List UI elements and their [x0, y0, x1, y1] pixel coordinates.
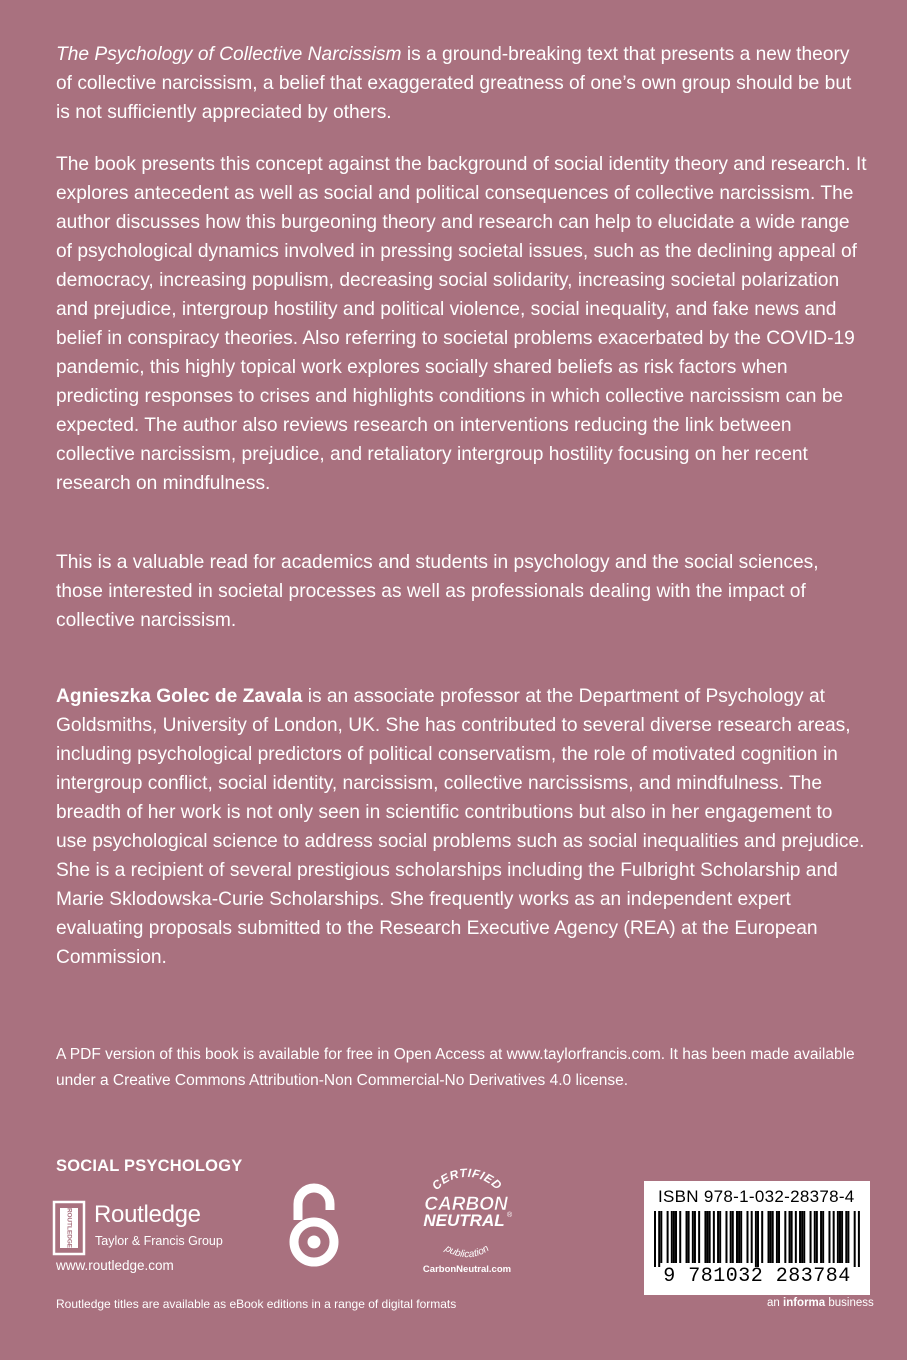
- barcode-bar: [686, 1211, 688, 1263]
- barcode-bar: [654, 1211, 656, 1267]
- author-name: Agnieszka Golec de Zavala: [56, 686, 303, 707]
- barcode-bar: [833, 1211, 835, 1263]
- barcode-bar: [746, 1211, 748, 1263]
- barcode-bar: [772, 1211, 774, 1263]
- barcode-bar: [801, 1211, 803, 1263]
- barcode-bar: [820, 1211, 822, 1263]
- carbon-badge-top: CERTIFIED: [429, 1165, 505, 1193]
- barcode-bar: [673, 1211, 675, 1263]
- barcode-bar: [679, 1211, 681, 1263]
- carbon-badge-mark: ®: [507, 1212, 513, 1219]
- barcode-bar: [854, 1211, 856, 1267]
- barcode-bar: [671, 1211, 673, 1263]
- routledge-logo-vertical-text: ROUTLEDGE: [65, 1207, 73, 1249]
- publisher-group: Taylor & Francis Group: [95, 1234, 223, 1248]
- barcode-bar: [694, 1211, 696, 1263]
- author-bio: [56, 682, 868, 972]
- barcode-bar: [768, 1211, 770, 1263]
- barcode-bar: [667, 1211, 669, 1263]
- barcode-bar: [717, 1211, 719, 1263]
- barcode-bar: [839, 1211, 841, 1263]
- barcode-bar: [658, 1211, 660, 1267]
- barcode-bar: [730, 1211, 732, 1263]
- carbon-badge-line2: NEUTRAL: [423, 1211, 505, 1230]
- barcode-bar: [778, 1211, 780, 1263]
- barcode-bar: [847, 1211, 849, 1263]
- barcode-bar: [789, 1211, 791, 1263]
- barcode-bar: [814, 1211, 816, 1263]
- barcode-bar: [776, 1211, 778, 1263]
- barcode-bar: [858, 1211, 860, 1267]
- series-label: SOCIAL PSYCHOLOGY: [56, 1157, 243, 1175]
- barcode-bar: [660, 1211, 662, 1263]
- barcode-bar: [799, 1211, 801, 1263]
- barcode-bar: [709, 1211, 711, 1263]
- barcode-bar: [761, 1211, 763, 1263]
- barcode-bar: [757, 1211, 759, 1267]
- carbon-badge-sub: publication: [442, 1243, 492, 1261]
- description-paragraph-1: [56, 40, 868, 127]
- barcode-bar: [770, 1211, 772, 1263]
- book-title: The Psychology of Collective Narcissism: [56, 44, 402, 65]
- barcode-bar: [828, 1211, 830, 1263]
- isbn-barcode-box: [644, 1181, 870, 1295]
- barcode-bar: [810, 1211, 812, 1263]
- ebook-footer-note: Routledge titles are available as eBook editions in a range of digital formats: [56, 1297, 457, 1311]
- description-paragraph-2: The book presents this concept against the background of social identity theory and research. It explores antecedent as well as social and political consequences of collective narcissism. The author discusses how this burgeoning theory and research can help to elucidate a wide range of psychological dynamics involved in pressing societal issues, such as the declining appeal of democracy, increasing populism, decreasing social solidarity, increasing societal polarization and prejudice, intergroup hostility and political violence, social inequality, and fake news and belief in conspiracy theories. Also referring to societal problems exacerbated by the COVID-19 pandemic, this highly topical work explores socially shared beliefs as risk factors when predicting responses to crises and highlights conditions in which collective narcissism can be expected. The author also reviews research on interventions reducing the link between collective narcissism, prejudice, and retaliatory intergroup hostility focusing on her recent research on mindfulness.: [56, 154, 867, 494]
- author-bio-text: is an associate professor at the Department of Psychology at Goldsmiths, University of London, UK. She has contributed to several diverse research areas, including psychological predictors of political conservatism, the role of motivated cognition in intergroup conflict, social identity, narcissism, collective narcissisms, and mindfulness. The breadth of her work is not only seen in scientific contributions but also in her engagement to use psychological science to address social problems such as social inequalities and prejudice. She is a recipient of several prestigious scholarships including the Fulbright Scholarship and Marie Sklodowska-Curie Scholarships. She frequently works as an independent expert evaluating proposals submitted to the Research Executive Agency (REA) at the European Commission.: [56, 686, 865, 968]
- barcode-digits: 9 781032 283784: [663, 1265, 851, 1288]
- barcode-bar: [688, 1211, 690, 1263]
- barcode-bar: [725, 1211, 727, 1263]
- informa-brand: informa: [783, 1297, 826, 1309]
- informa-business-tag: an informa business: [767, 1297, 874, 1309]
- barcode-bar: [675, 1211, 677, 1263]
- barcode-bar: [719, 1211, 721, 1263]
- barcode-bar: [841, 1211, 843, 1263]
- barcode-bar: [698, 1211, 700, 1263]
- carbon-neutral-badge-icon: [408, 1160, 526, 1278]
- barcode-bar: [704, 1211, 706, 1263]
- barcode-bar: [784, 1211, 786, 1263]
- barcode-bar: [713, 1211, 715, 1263]
- publisher-url: www.routledge.com: [56, 1258, 174, 1273]
- routledge-logo-icon: [52, 1200, 86, 1256]
- barcode-bar: [845, 1211, 847, 1263]
- barcode-bar: [751, 1211, 753, 1263]
- barcode-bar: [795, 1211, 797, 1263]
- barcode-bar: [740, 1211, 742, 1263]
- barcode-icon: [654, 1211, 860, 1267]
- barcode-bar: [736, 1211, 738, 1263]
- barcode-bar: [692, 1211, 694, 1263]
- routledge-logo: [52, 1198, 242, 1258]
- barcode-bar: [732, 1211, 734, 1263]
- barcode-bar: [707, 1211, 709, 1263]
- barcode-bar: [791, 1211, 793, 1263]
- description-paragraph-1-text: is a ground-breaking text that presents a new theory of collective narcissism, a belief that exaggerated greatness of one’s own group should be but is not sufficiently appreciated by others.: [56, 44, 852, 123]
- barcode-bar: [738, 1211, 740, 1263]
- open-access-icon: [284, 1180, 344, 1268]
- open-access-note: A PDF version of this book is available for free in Open Access at www.taylorfrancis.com. It has been made available under a Creative Commons Attribution-Non Commercial-No Derivatives 4.0 license.: [56, 1046, 855, 1089]
- publisher-name: Routledge: [94, 1201, 201, 1228]
- barcode-bar: [837, 1211, 839, 1263]
- description-paragraph-3: This is a valuable read for academics and students in psychology and the social sciences, those interested in societal processes as well as professionals dealing with the impact of collective narcissism.: [56, 552, 819, 631]
- barcode-bar: [755, 1211, 757, 1267]
- barcode-bar: [816, 1211, 818, 1263]
- isbn-label: ISBN 978-1-032-28378-4: [658, 1187, 855, 1206]
- carbon-badge-url: CarbonNeutral.com: [422, 1264, 512, 1275]
- carbon-badge-line1: CARBON: [424, 1194, 508, 1215]
- barcode-bar: [822, 1211, 824, 1263]
- barcode-bar: [803, 1211, 805, 1263]
